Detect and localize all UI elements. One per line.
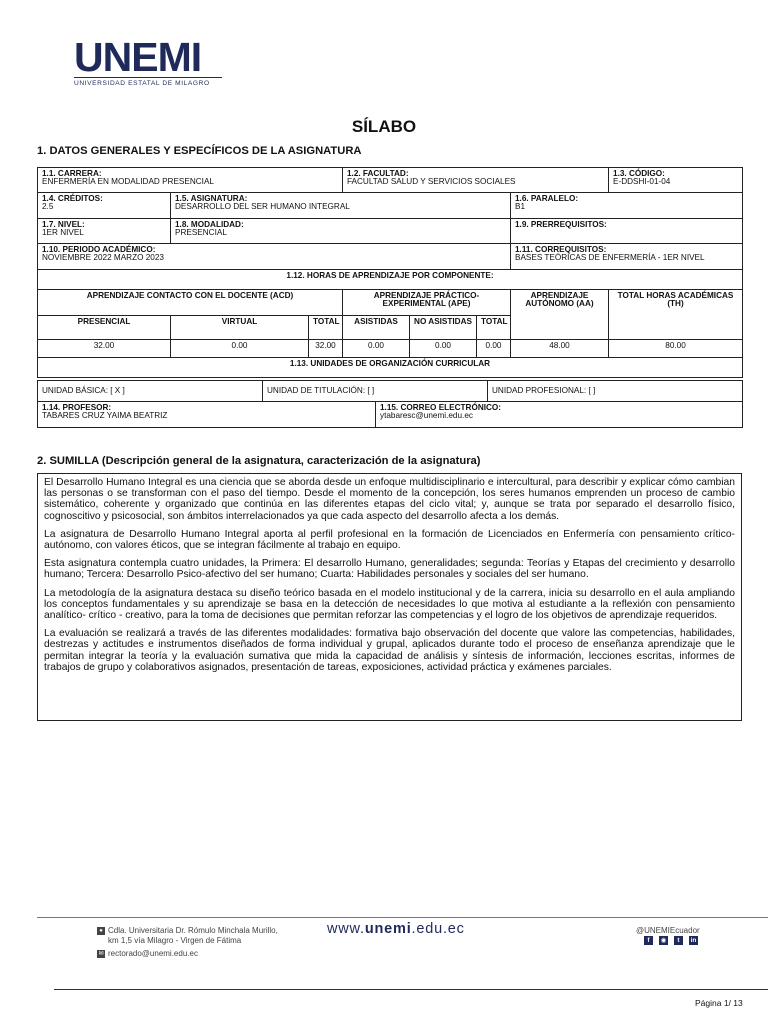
correquisitos-label: 1.11. CORREQUISITOS: xyxy=(515,245,607,254)
th-header: TOTAL HORAS ACADÉMICAS (TH) xyxy=(609,290,743,340)
col-presencial: PRESENCIAL xyxy=(38,316,171,340)
professor-table xyxy=(37,401,743,428)
periodo-label: 1.10. PERIODO ACADÉMICO: xyxy=(42,245,156,254)
correo-value: ytabaresc@unemi.edu.ec xyxy=(380,411,473,421)
nivel-cell xyxy=(38,219,171,244)
paralelo-cell xyxy=(511,193,743,219)
section1-title: 1. DATOS GENERALES Y ESPECÍFICOS DE LA ASIGNATURA xyxy=(37,145,362,157)
sumilla-paragraph: La metodología de la asignatura destaca su diseño teórico basada en el modelo institucional y de la carrera, inicia su desarrollo en el aula ampliando los conceptos fundamentales y su aprendizaje se basa en la detección de necesidades lo que motiva al estudiante a la reflexión con pensamiento analítico- crítico - creativo, para la toma de decisiones que permitan reforzar las competencias y el logro de los objetivos de aprendizaje requeridos. xyxy=(44,587,735,622)
facultad-value: FACULTAD SALUD Y SERVICIOS SOCIALES xyxy=(347,177,516,187)
col-virtual: VIRTUAL xyxy=(171,316,309,340)
carrera-cell xyxy=(38,168,343,193)
acd-header: APRENDIZAJE CONTACTO CON EL DOCENTE (ACD) xyxy=(38,290,343,316)
page-number: Página 1/ 13 xyxy=(695,998,743,1008)
modalidad-value: PRESENCIAL xyxy=(175,228,227,238)
ape-header: APRENDIZAJE PRÁCTICO-EXPERIMENTAL (APE) xyxy=(343,290,511,316)
sumilla-box xyxy=(37,473,742,721)
col-total-ape: TOTAL xyxy=(477,316,511,340)
facultad-cell xyxy=(343,168,609,193)
value-presencial: 32.00 xyxy=(38,340,171,358)
facultad-label: 1.2. FACULTAD: xyxy=(347,169,409,178)
instagram-icon[interactable]: ◉ xyxy=(660,937,667,944)
section2-title: 2. SUMILLA (Descripción general de la asignatura, caracterización de la asignatura) xyxy=(37,455,481,467)
unidad-profesional: UNIDAD PROFESIONAL: [ ] xyxy=(488,381,743,402)
units-table xyxy=(37,380,743,402)
col-asistidas: ASISTIDAS xyxy=(343,316,410,340)
value-total-acd: 32.00 xyxy=(309,340,343,358)
web-suffix: .edu.ec xyxy=(411,921,465,937)
value-aa: 48.00 xyxy=(511,340,609,358)
periodo-value: NOVIEMBRE 2022 MARZO 2023 xyxy=(42,253,164,263)
unidad-titulacion: UNIDAD DE TITULACIÓN: [ ] xyxy=(263,381,488,402)
value-asistidas: 0.00 xyxy=(343,340,410,358)
paralelo-value: B1 xyxy=(515,202,526,212)
footer-social-handle[interactable]: @UNEMIEcuador xyxy=(636,926,700,935)
periodo-cell xyxy=(38,244,511,270)
address-line2: km 1,5 vía Milagro - Virgen de Fátima xyxy=(108,936,242,945)
aa-header: APRENDIZAJE AUTÓNOMO (AA) xyxy=(511,290,609,340)
value-no-asistidas: 0.00 xyxy=(410,340,477,358)
social-icons xyxy=(644,936,698,945)
profesor-label: 1.14. PROFESOR: xyxy=(42,403,112,412)
sumilla-paragraph: La evaluación se realizará a través de las diferentes modalidades: formativa bajo observación del docente que valore las competencias, habilidades, destrezas y actitudes e instrumentos diseñados de forma individual y grupal, aplicados durante todo el proceso de enseñanza aprendizaje que le permitan integrar la teoría y la evaluación sumativa que mida la capacidad de análisis y síntesis de información, lecciones escritas, informes de trabajos de grupo y colaborativos asignados, presentación de tareas, exposiciones, actividad práctica y exámenes parciales. xyxy=(44,628,735,673)
unidades-title: 1.13. UNIDADES DE ORGANIZACIÓN CURRICULAR xyxy=(38,358,743,378)
footer-divider xyxy=(37,917,768,918)
correquisitos-cell xyxy=(511,244,743,270)
col-total-acd: TOTAL xyxy=(309,316,343,340)
codigo-value: E-DDSHI-01-04 xyxy=(613,177,671,187)
modalidad-cell xyxy=(171,219,511,244)
prerrequisitos-cell xyxy=(511,219,743,244)
correo-label: 1.15. CORREO ELECTRÓNICO: xyxy=(380,403,502,412)
profesor-cell xyxy=(38,402,376,428)
creditos-label: 1.4. CRÉDITOS: xyxy=(42,194,103,203)
carrera-value: ENFERMERÍA EN MODALIDAD PRESENCIAL xyxy=(42,177,214,187)
logo-word: UNEMI xyxy=(74,34,202,80)
asignatura-cell xyxy=(171,193,511,219)
email-text: rectorado@unemi.edu.ec xyxy=(108,949,198,958)
logo-subtitle: UNIVERSIDAD ESTATAL DE MILAGRO xyxy=(74,77,222,87)
web-prefix: www. xyxy=(327,921,365,937)
footer-email[interactable] xyxy=(97,949,198,958)
asignatura-value: DESARROLLO DEL SER HUMANO INTEGRAL xyxy=(175,202,350,212)
footer-address xyxy=(97,926,278,946)
correquisitos-value: BASES TEÓRICAS DE ENFERMERÍA - 1ER NIVEL xyxy=(515,253,705,263)
nivel-value: 1ER NIVEL xyxy=(42,228,84,238)
page-bottom-divider xyxy=(54,989,768,990)
mail-icon: ✉ xyxy=(98,950,104,957)
unemi-logo xyxy=(74,34,234,87)
general-data-table xyxy=(37,167,743,378)
paralelo-label: 1.6. PARALELO: xyxy=(515,194,579,203)
creditos-value: 2.5 xyxy=(42,202,54,212)
value-th: 80.00 xyxy=(609,340,743,358)
facebook-icon[interactable]: f xyxy=(644,936,653,945)
nivel-label: 1.7. NIVEL: xyxy=(42,220,85,229)
twitter-icon[interactable]: t xyxy=(674,936,683,945)
sumilla-paragraph: El Desarrollo Humano Integral es una ciencia que se aborda desde un enfoque multidisciplinario e intercultural, para describir y explicar cómo cambian las personas o se transforman con el paso del tiempo. Desde el momento de la concepción, los seres humanos emprenden un proceso de cambio sistemático, coherente y organizado que continúa en las diferentes etapas del ciclo vital; y, aunque se trata por separado el desarrollo físico, cognoscitivo y psicosocial, son ámbitos interrelacionados ya que cada aspecto del desarrollo afecta a los demás. xyxy=(44,477,735,522)
horas-title: 1.12. HORAS DE APRENDIZAJE POR COMPONENTE: xyxy=(38,270,743,290)
footer-website[interactable] xyxy=(327,921,465,937)
codigo-cell xyxy=(609,168,743,193)
profesor-value: TABARES CRUZ YAIMA BEATRIZ xyxy=(42,411,168,421)
modalidad-label: 1.8. MODALIDAD: xyxy=(175,220,244,229)
document-title: SÍLABO xyxy=(351,117,417,136)
unidad-basica: UNIDAD BÁSICA: [ X ] xyxy=(38,381,263,402)
location-icon: ● xyxy=(97,927,105,935)
prerrequisitos-label: 1.9. PRERREQUISITOS: xyxy=(515,220,607,229)
creditos-cell xyxy=(38,193,171,219)
linkedin-icon[interactable]: in xyxy=(690,937,697,944)
codigo-label: 1.3. CÓDIGO: xyxy=(613,169,665,178)
col-no-asistidas: NO ASISTIDAS xyxy=(410,316,477,340)
sumilla-paragraph: Esta asignatura contempla cuatro unidades, la Primera: El desarrollo Humano, generalidades; segunda: Teorías y Etapas del crecimiento y desarrollo humano; Tercera: Desarrollo Psico-afectivo del ser humano; Cuarta: Habilidades personales y sociales del ser humano. xyxy=(44,558,735,581)
value-virtual: 0.00 xyxy=(171,340,309,358)
correo-cell xyxy=(376,402,743,428)
value-total-ape: 0.00 xyxy=(477,340,511,358)
carrera-label: 1.1. CARRERA: xyxy=(42,169,102,178)
address-line1: Cdla. Universitaria Dr. Rómulo Minchala Murillo, xyxy=(108,926,278,935)
sumilla-paragraph: La asignatura de Desarrollo Humano Integral aporta al perfil profesional en la formación de Licenciados en Enfermería con pensamiento crítico-autónomo, con valores éticos, que se integran fácilmente al trabajo en equipo. xyxy=(44,528,735,552)
web-brand: unemi xyxy=(364,921,412,937)
asignatura-label: 1.5. ASIGNATURA: xyxy=(175,194,248,203)
